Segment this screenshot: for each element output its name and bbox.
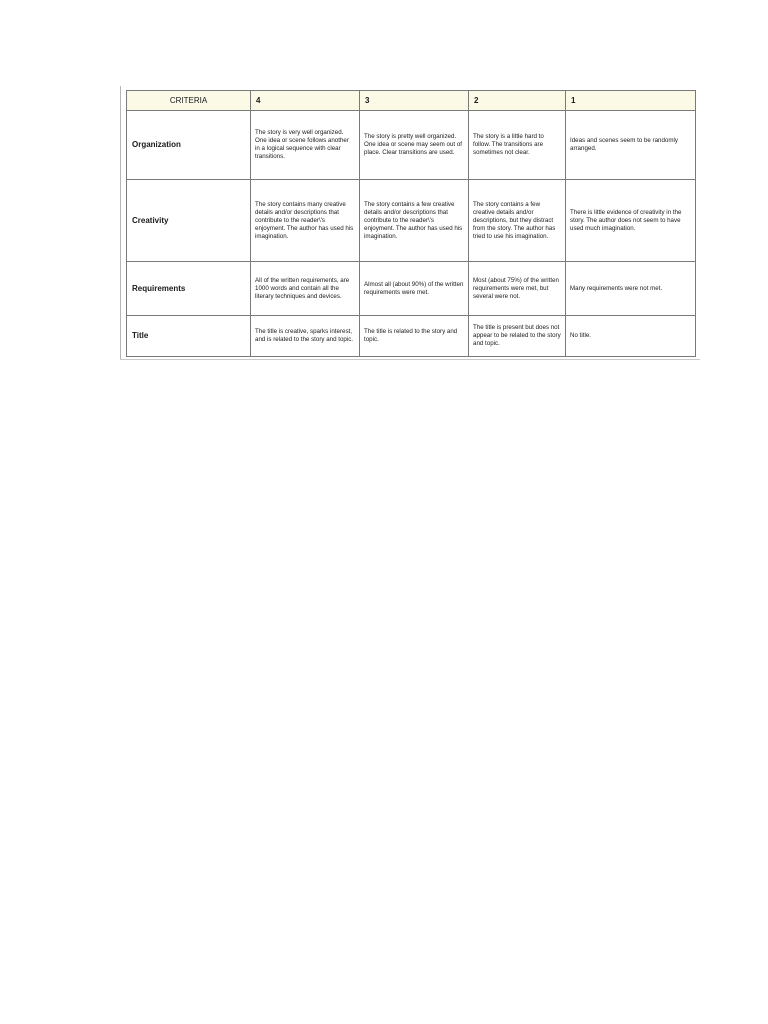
rubric-cell: The story contains a few creative details and/or descriptions, but they distract from the story. The author has tried to use his imagination.: [469, 180, 566, 262]
rubric-cell: No title.: [566, 316, 696, 357]
rubric-cell: The story is a little hard to follow. The transitions are sometimes not clear.: [469, 111, 566, 180]
header-criteria: CRITERIA: [127, 91, 251, 111]
table-row: [127, 316, 696, 357]
table-row: [127, 262, 696, 316]
rubric-cell: There is little evidence of creativity in the story. The author does not seem to have used much imagination.: [566, 180, 696, 262]
criterion-label: Title: [127, 316, 251, 357]
criterion-label: Creativity: [127, 180, 251, 262]
header-score-2: 2: [469, 91, 566, 111]
rubric-cell: Most (about 75%) of the written requirements were met, but several were not.: [469, 262, 566, 316]
page-border-bottom: [120, 359, 700, 360]
criterion-label: Organization: [127, 111, 251, 180]
page-border-left: [120, 86, 121, 360]
criterion-label: Requirements: [127, 262, 251, 316]
header-row: [127, 91, 696, 111]
table-row: [127, 180, 696, 262]
header-score-1: 1: [566, 91, 696, 111]
header-score-3: 3: [360, 91, 469, 111]
rubric-cell: The title is present but does not appear to be related to the story and topic.: [469, 316, 566, 357]
rubric-cell: All of the written requirements, are 1000 words and contain all the literary techniques and devices.: [251, 262, 360, 316]
rubric-cell: The story contains a few creative details and/or descriptions that contribute to the reader\'s enjoyment. The author has used his imagination.: [360, 180, 469, 262]
rubric-table: [126, 90, 696, 357]
rubric-cell: Almost all (about 90%) of the written requirements were met.: [360, 262, 469, 316]
rubric-cell: The title is related to the story and topic.: [360, 316, 469, 357]
rubric-cell: Ideas and scenes seem to be randomly arranged.: [566, 111, 696, 180]
rubric-cell: The story is very well organized. One idea or scene follows another in a logical sequence with clear transitions.: [251, 111, 360, 180]
rubric-cell: Many requirements were not met.: [566, 262, 696, 316]
table-row: [127, 111, 696, 180]
rubric-cell: The title is creative, sparks interest, and is related to the story and topic.: [251, 316, 360, 357]
header-score-4: 4: [251, 91, 360, 111]
rubric-cell: The story contains many creative details and/or descriptions that contribute to the reader\'s enjoyment. The author has used his imagination.: [251, 180, 360, 262]
rubric-cell: The story is pretty well organized. One idea or scene may seem out of place. Clear transitions are used.: [360, 111, 469, 180]
